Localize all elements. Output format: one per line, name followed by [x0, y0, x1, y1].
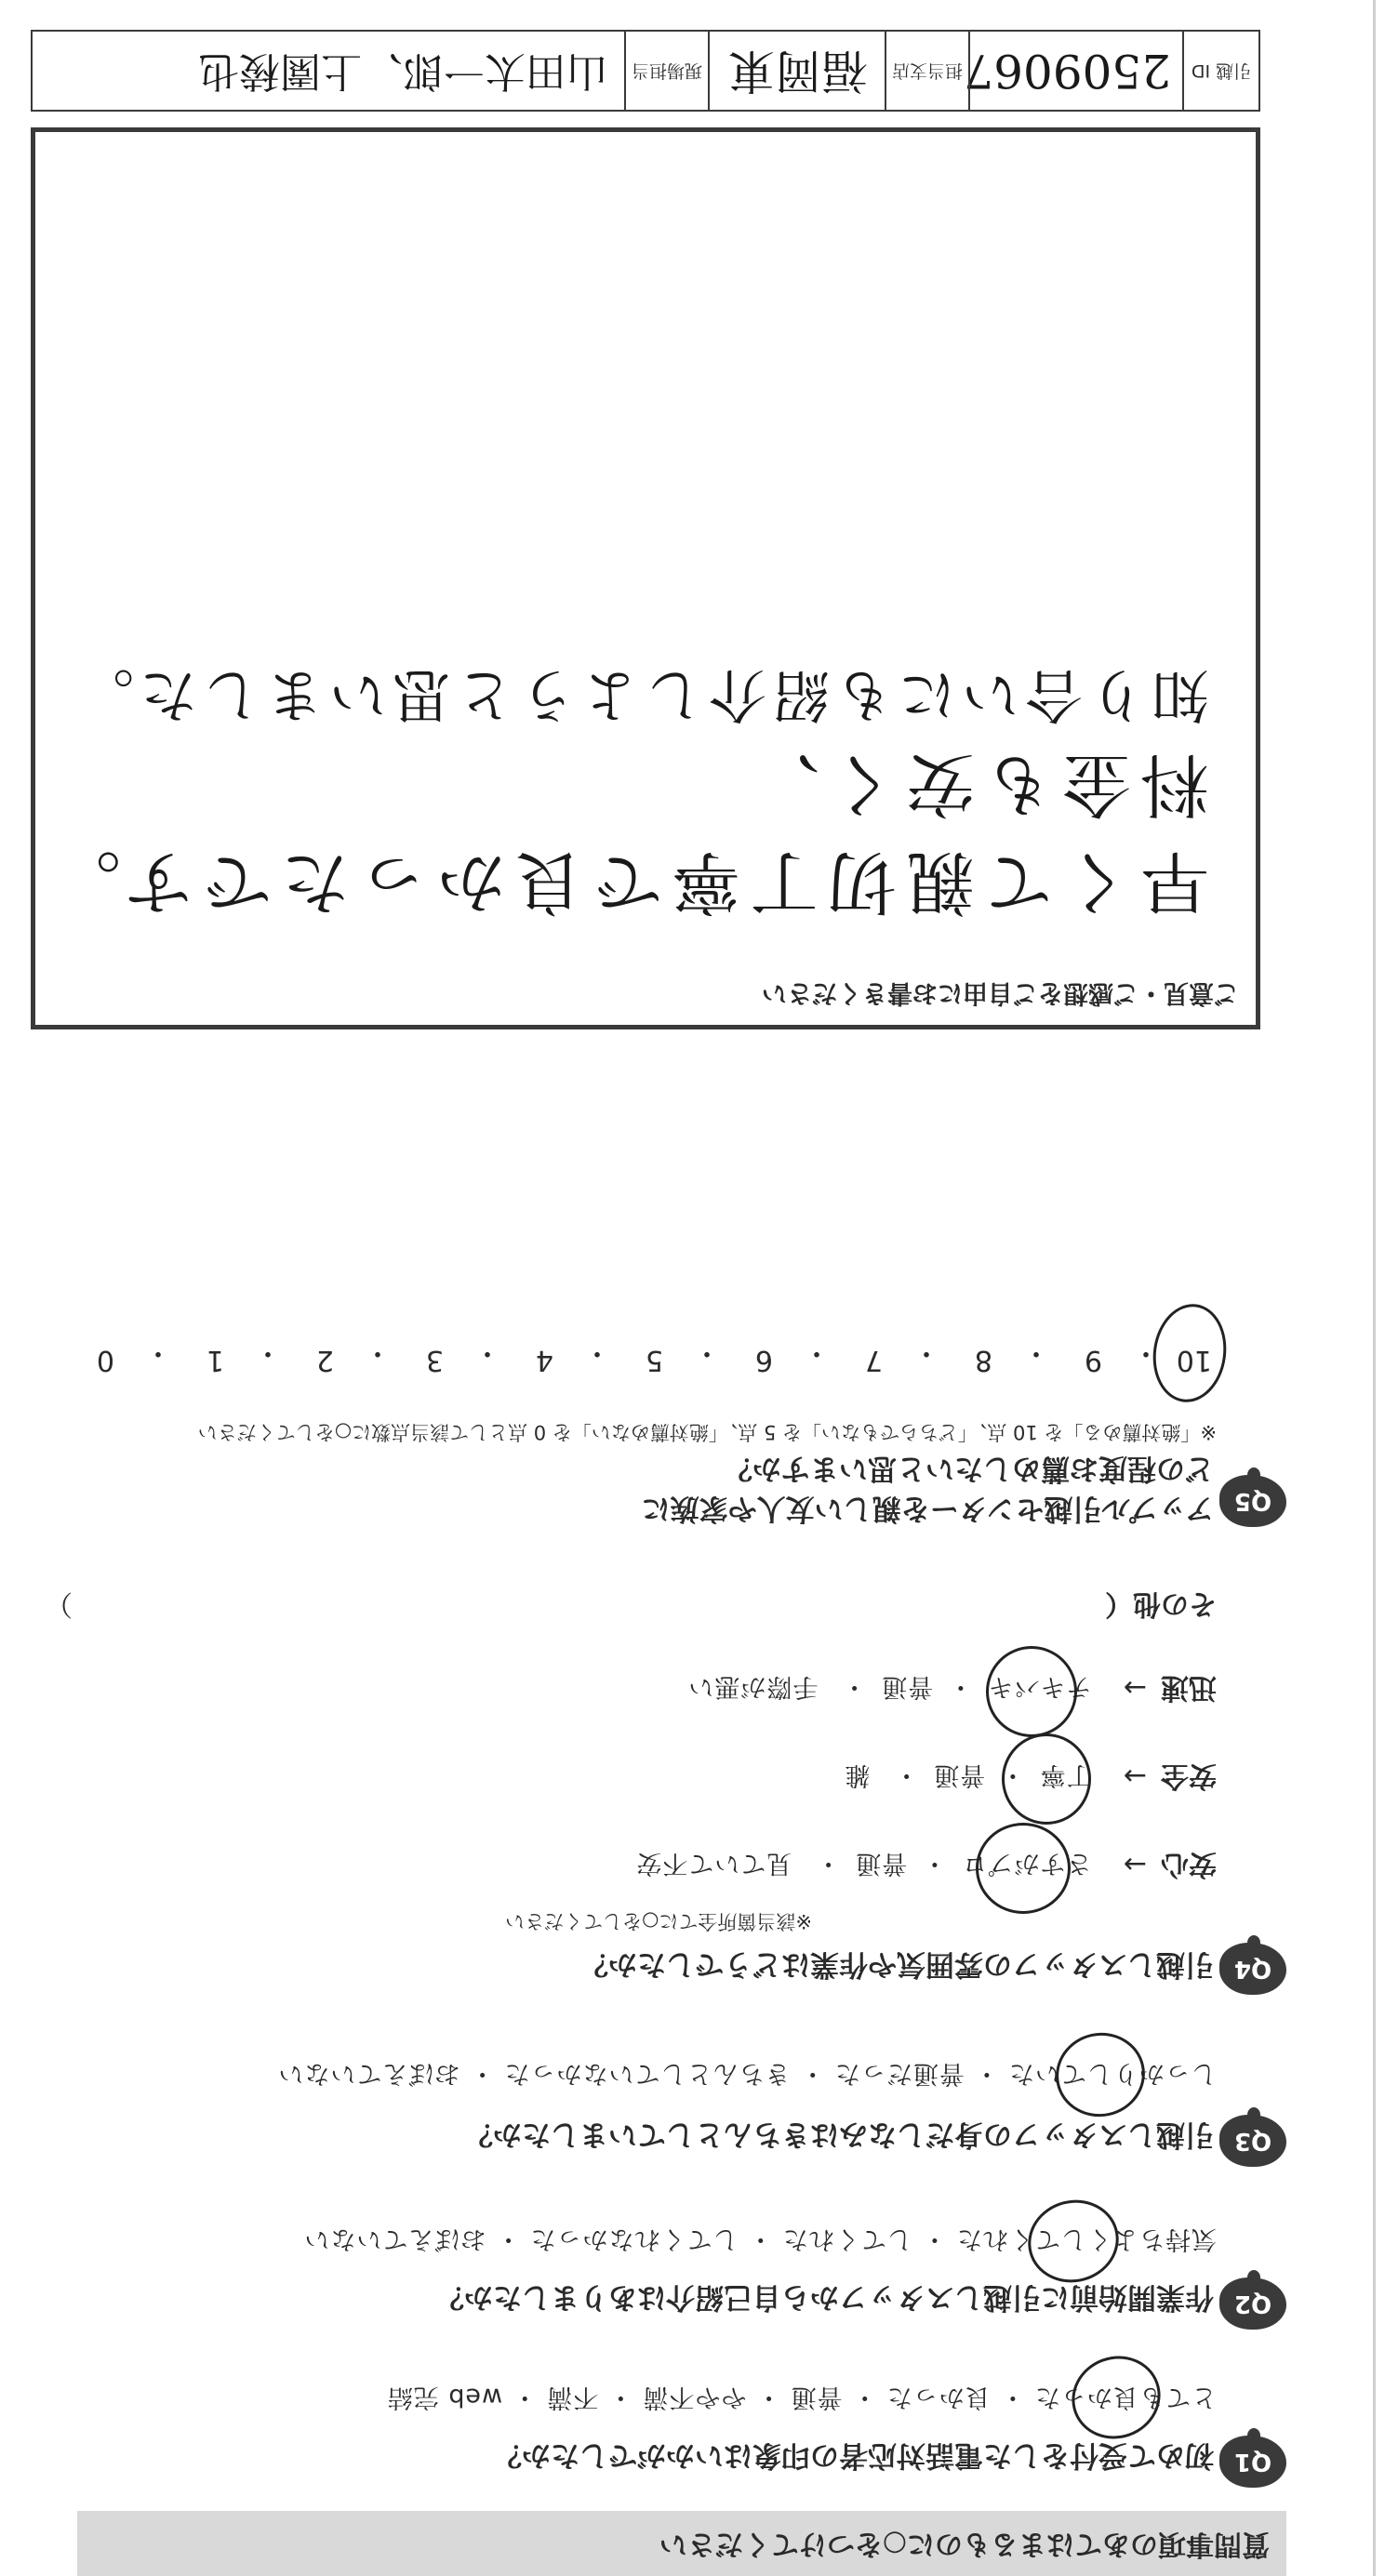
q4-other-label: その他（	[1105, 1587, 1217, 1620]
arrow-icon: →	[1097, 1759, 1156, 1792]
q4-row-label: 安心	[1161, 1848, 1217, 1880]
q4-row-label: 安全	[1161, 1759, 1217, 1792]
handwritten-line-1: 早くて親切丁寧で良かったです。	[42, 842, 1209, 922]
staff-value: 山田太一郎、上園稜也	[198, 47, 607, 95]
q2-option[interactable]: 気持ちよくしてくれた	[956, 2224, 1217, 2253]
q4-anzen-selection-circle	[1002, 1733, 1091, 1825]
q4-anshin-selection-circle	[976, 1823, 1071, 1914]
q5-scale-3[interactable]: 3	[425, 1344, 444, 1376]
comment-box[interactable]	[31, 127, 1260, 1029]
arrow-icon: →	[1097, 1671, 1156, 1704]
q1-option[interactable]: 普通	[790, 2383, 843, 2411]
q2-badge: Q2	[1219, 2277, 1286, 2330]
q4-option[interactable]: 普通	[933, 1760, 986, 1789]
q4-option[interactable]: 丁寧	[1039, 1760, 1092, 1789]
q5-scale-1[interactable]: 1	[206, 1344, 224, 1376]
q1-options: とても良かった ・ 良かった ・ 普通 ・ やや不満 ・ 不満 ・ web 完結	[386, 2383, 1217, 2411]
q4-jinsoku-selection-circle	[986, 1646, 1077, 1737]
q1-selection-circle	[1060, 2344, 1172, 2451]
q5-scale-5[interactable]: 5	[645, 1344, 663, 1376]
q5-scale-6[interactable]: 6	[754, 1344, 773, 1376]
q1-option[interactable]: 不満	[546, 2383, 599, 2411]
q1-option[interactable]: web 完結	[386, 2383, 503, 2411]
branch-cell	[708, 32, 885, 110]
q4-question: 引越しスタッフの雰囲気や作業はどうでしたか？	[579, 1947, 1214, 1981]
q4-other	[1105, 1587, 1217, 1627]
q5-scale-10[interactable]: 10	[1176, 1344, 1212, 1376]
q4-option[interactable]: 雑	[844, 1760, 871, 1789]
q2-option[interactable]: してくれた	[781, 2224, 912, 2253]
q4-option[interactable]: 見ていて不安	[635, 1849, 792, 1878]
q4-option[interactable]: テキパキ	[987, 1672, 1092, 1701]
q4-option[interactable]: 普通	[881, 1672, 934, 1701]
q4-row-jinsoku: 迅速 → テキパキ ・ 普通 ・ 手際が悪い	[687, 1671, 1217, 1704]
q5-scale-2[interactable]: 2	[315, 1344, 334, 1376]
q5-selection-circle	[1147, 1299, 1232, 1407]
q5-scale-0[interactable]: 0	[96, 1344, 114, 1376]
q3-option[interactable]: 普通だった	[833, 2059, 965, 2088]
q3-option[interactable]: きちんとしていなかった	[503, 2059, 791, 2088]
q3-badge: Q3	[1219, 2115, 1286, 2167]
q4-other-close: ）	[44, 1587, 73, 1620]
move-id-value: 2509067	[964, 44, 1171, 98]
q3-option[interactable]: しっかりしていた	[1008, 2059, 1217, 2088]
q5-scale: 10 ・ 9 ・ 8 ・ 7 ・ 6 ・ 5 ・ 4 ・ 3 ・ 2 ・ 1 ・ 0	[96, 1336, 1212, 1376]
move-id-label: 引越 ID	[1182, 32, 1258, 110]
q3-options: しっかりしていた ・ 普通だった ・ きちんとしていなかった ・ おぼえていない	[277, 2059, 1217, 2088]
q5-badge: Q5	[1219, 1475, 1286, 1527]
arrow-icon: →	[1097, 1848, 1156, 1880]
q2-selection-circle	[1019, 2190, 1127, 2292]
q5-note: ※「絶対薦める」を 10 点、「どちらでもない」を 5 点、「絶対薦めない」を 0 点として該当点数に○をしてください	[197, 1421, 1217, 1443]
q5-question-line1: アップル引越センターを親しい友人や家族に	[641, 1492, 1214, 1525]
meta-row	[31, 30, 1260, 112]
q1-option[interactable]: 良かった	[885, 2383, 991, 2411]
move-id-cell	[964, 32, 1182, 110]
q2-option[interactable]: してくれなかった	[529, 2224, 739, 2253]
q4-option[interactable]: 手際が悪い	[687, 1672, 819, 1701]
staff-label: 現場担当	[624, 32, 708, 110]
q4-note: ※該当箇所全てに○をしてください	[505, 1910, 812, 1932]
q3-selection-circle	[1048, 2025, 1153, 2125]
q2-options: 気持ちよくしてくれた ・ してくれた ・ してくれなかった ・ おぼえていない	[303, 2224, 1217, 2253]
instruction-bar: 質問事項のあてはまるものに○をつけてください	[77, 2511, 1286, 2576]
q4-row-anshin: 安心 → さすがプロ ・ 普通 ・ 見ていて不安	[635, 1848, 1217, 1880]
q5-question-line2: どの程度お薦めしたいと思いますか？	[724, 1452, 1214, 1485]
q1-badge: Q1	[1219, 2436, 1286, 2488]
q4-row-anzen: 安全 → 丁寧 ・ 普通 ・ 雑	[844, 1759, 1217, 1792]
handwritten-line-3: 知り合いにも紹介しようと思いました。	[70, 661, 1209, 729]
q5-scale-4[interactable]: 4	[535, 1344, 553, 1376]
q4-option[interactable]: 普通	[855, 1849, 908, 1878]
q5-scale-9[interactable]: 9	[1084, 1344, 1102, 1376]
q2-option[interactable]: おぼえていない	[303, 2224, 486, 2253]
comment-label: ご意見・ご感想をご自由にお書きください	[762, 978, 1239, 1007]
page-edge	[1373, 0, 1398, 2576]
handwritten-line-2: 料金も安く、	[741, 744, 1209, 824]
branch-value: 福岡東	[728, 44, 868, 98]
q1-option[interactable]: やや不満	[642, 2383, 747, 2411]
q4-badge: Q4	[1219, 1943, 1286, 1995]
q3-question: 引越しスタッフの身だしなみはきちんとしていましたか？	[464, 2118, 1214, 2151]
q5-scale-8[interactable]: 8	[974, 1344, 992, 1376]
q3-option[interactable]: おぼえていない	[277, 2059, 460, 2088]
q5-scale-7[interactable]: 7	[864, 1344, 883, 1376]
branch-label: 担当支店	[885, 32, 968, 110]
q4-option[interactable]: さすがプロ	[961, 1849, 1092, 1878]
q4-row-label: 迅速	[1161, 1671, 1217, 1704]
q1-question: 初めて受付をした電話対応者の印象はいかがでしたか？	[493, 2438, 1214, 2472]
q2-question: 作業開始前に引越しスタッフから自己紹介はありましたか？	[435, 2280, 1214, 2314]
q1-option[interactable]: とても良かった	[1034, 2383, 1217, 2411]
